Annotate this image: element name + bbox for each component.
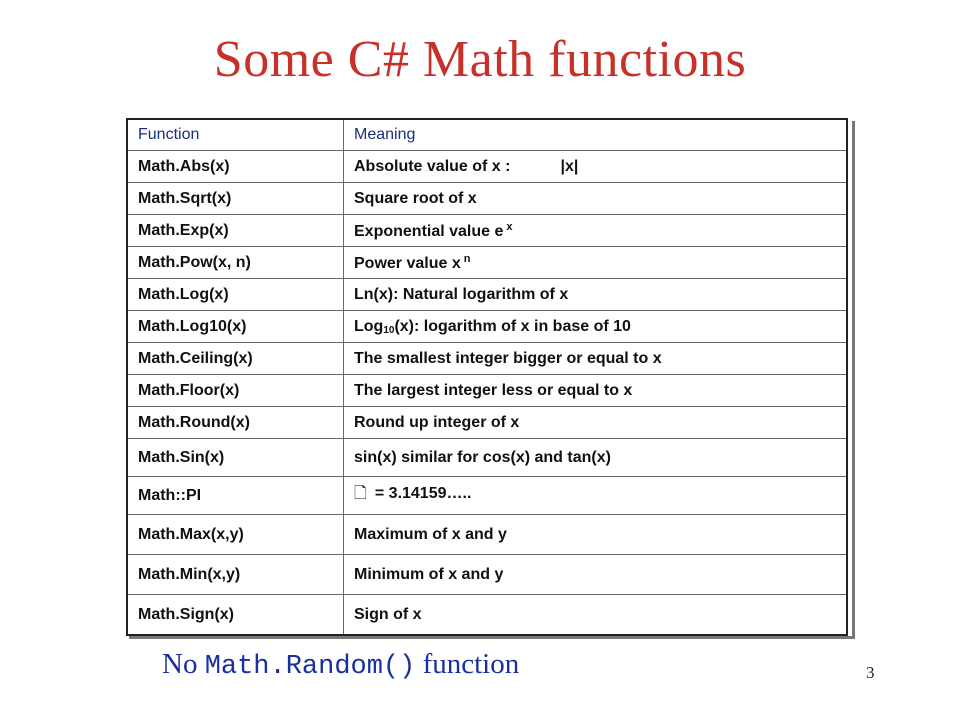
table-row (127, 477, 847, 515)
function-cell: Math.Ceiling(x) (127, 343, 344, 375)
superscript: x (506, 220, 513, 233)
table-row (127, 555, 847, 595)
superscript: n (463, 252, 471, 265)
table-row (127, 247, 847, 279)
function-cell: Math.Exp(x) (127, 215, 344, 247)
table-row (127, 515, 847, 555)
function-cell: Math.Sign(x) (127, 595, 344, 636)
meaning-cell: Maximum of x and y (344, 515, 848, 555)
function-cell: Math.Sqrt(x) (127, 183, 344, 215)
abs-notation: |x| (560, 157, 579, 175)
meaning-cell (344, 215, 848, 247)
meaning-text-cont: (x): logarithm of x in base of 10 (394, 317, 631, 335)
meaning-text: Log (354, 317, 384, 335)
footer-code: Math.Random() (204, 652, 416, 682)
footer-post: function (415, 648, 520, 680)
table-row (127, 375, 847, 407)
table-row (127, 595, 847, 636)
math-functions-table-container (126, 118, 852, 636)
meaning-cell: Square root of x (344, 183, 848, 215)
meaning-text: Absolute value of x : (354, 157, 511, 175)
function-cell: Math.Round(x) (127, 407, 344, 439)
meaning-cell (344, 477, 848, 515)
table-row (127, 279, 847, 311)
function-cell: Math.Pow(x, n) (127, 247, 344, 279)
meaning-cell: Round up integer of x (344, 407, 848, 439)
function-cell: Math.Max(x,y) (127, 515, 344, 555)
subscript: 10 (383, 324, 395, 336)
table-row (127, 407, 847, 439)
meaning-cell: The smallest integer bigger or equal to x (344, 343, 848, 375)
meaning-cell: sin(x) similar for cos(x) and tan(x) (344, 439, 848, 477)
table-row (127, 343, 847, 375)
function-cell: Math.Log(x) (127, 279, 344, 311)
table-row (127, 183, 847, 215)
table-row (127, 311, 847, 343)
header-meaning: Meaning (344, 119, 848, 151)
function-cell: Math.Abs(x) (127, 151, 344, 183)
meaning-text: Power value x (354, 254, 461, 272)
function-cell: Math.Sin(x) (127, 439, 344, 477)
footer-pre: No (162, 648, 205, 680)
slide-title: Some C# Math functions (213, 31, 747, 88)
function-cell: Math.Min(x,y) (127, 555, 344, 595)
meaning-cell: Sign of x (344, 595, 848, 636)
meaning-text: = 3.14159….. (374, 485, 472, 502)
meaning-cell: The largest integer less or equal to x (344, 375, 848, 407)
table-row (127, 215, 847, 247)
header-function: Function (127, 119, 344, 151)
page-number: 3 (866, 663, 875, 682)
table-row (127, 439, 847, 477)
function-cell: Math.Log10(x) (127, 311, 344, 343)
footer-note (162, 648, 519, 682)
table-row (127, 151, 847, 183)
table-header-row (127, 119, 847, 151)
meaning-cell: Ln(x): Natural logarithm of x (344, 279, 848, 311)
meaning-cell (344, 311, 848, 343)
math-functions-table (126, 118, 848, 636)
meaning-cell (344, 151, 848, 183)
function-cell: Math::PI (127, 477, 344, 515)
function-cell: Math.Floor(x) (127, 375, 344, 407)
meaning-text: Exponential value e (354, 222, 504, 240)
meaning-cell (344, 247, 848, 279)
meaning-cell: Minimum of x and y (344, 555, 848, 595)
pi-symbol-icon: 🗋 (354, 483, 367, 502)
